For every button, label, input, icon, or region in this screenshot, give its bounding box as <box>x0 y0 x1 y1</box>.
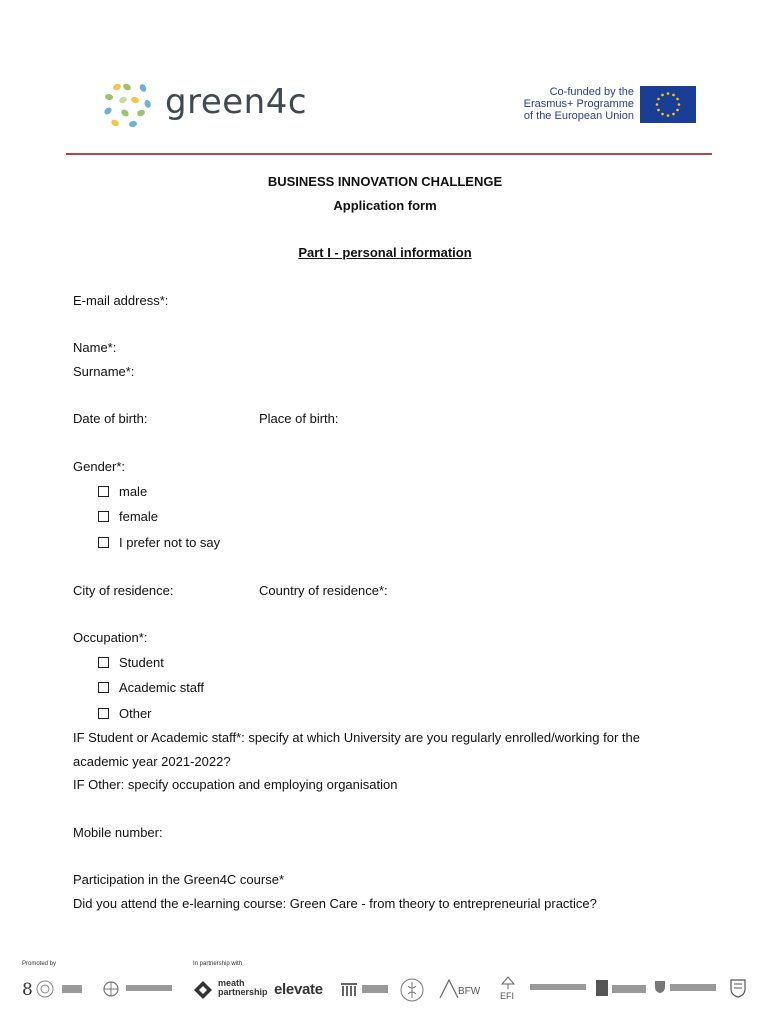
city-label: City of residence: <box>73 583 174 598</box>
caduceus-seal-icon <box>400 978 424 1007</box>
gender-option-male[interactable] <box>98 484 147 500</box>
eu-star <box>667 92 670 95</box>
eu-star <box>661 94 664 97</box>
eu-star <box>678 103 681 106</box>
option-label: Student <box>119 655 164 670</box>
section-title-wrap <box>0 245 770 261</box>
bfw-logo: BFW <box>458 986 481 997</box>
partner-text-logo <box>530 984 586 990</box>
eu-star <box>656 103 659 106</box>
occupation-label: Occupation*: <box>73 630 148 645</box>
eu-star <box>672 113 675 116</box>
university-crest-icon <box>730 978 746 1003</box>
checkbox[interactable] <box>98 537 109 548</box>
participation-label: Participation in the Green4C course* <box>73 872 285 887</box>
globe-icon <box>102 980 120 1003</box>
university-seal-icon <box>36 980 54 1003</box>
if-student-line-1: IF Student or Academic staff*: specify at which University are you regularly enrolled/working for the <box>73 730 640 745</box>
country-label: Country of residence*: <box>259 583 388 598</box>
if-other-label: IF Other: specify occupation and employing organisation <box>73 777 398 792</box>
section-title: Part I - personal information <box>298 245 472 260</box>
page-title: BUSINESS INNOVATION CHALLENGE <box>267 174 503 189</box>
option-label: I prefer not to say <box>119 535 221 550</box>
eu-star <box>657 109 660 112</box>
option-label: Academic staff <box>119 680 205 695</box>
checkbox[interactable] <box>98 511 109 522</box>
partner-text-logo <box>670 984 716 991</box>
eu-star <box>657 98 660 101</box>
green4c-logo <box>103 80 318 128</box>
if-student-line-2: academic year 2021-2022? <box>73 754 231 769</box>
efi-logo: EFI <box>500 991 515 1001</box>
checkbox[interactable] <box>98 682 109 693</box>
eu-star <box>661 113 664 116</box>
gender-option-female[interactable] <box>98 509 158 525</box>
gender-option-not-say[interactable] <box>98 535 220 551</box>
eu-flag-icon <box>640 86 696 123</box>
eu-line-1: Co-funded by the <box>549 86 634 98</box>
institution-building-icon <box>340 982 358 1003</box>
eu-star <box>672 94 675 97</box>
green4c-dots-icon <box>103 80 151 128</box>
pob-label: Place of birth: <box>259 411 339 426</box>
eu-line-2: Erasmus+ Programme <box>523 98 634 110</box>
elevate-logo: elevate <box>274 981 323 998</box>
header-divider <box>66 153 712 155</box>
meath-partnership-logo: meath partnership <box>218 978 268 997</box>
partner-square-logo <box>596 980 608 996</box>
checkbox[interactable] <box>98 708 109 719</box>
eu-star <box>676 109 679 112</box>
checkbox[interactable] <box>98 657 109 668</box>
university-logo: 8 <box>22 980 33 1000</box>
eu-star <box>667 114 670 117</box>
occupation-option-academic[interactable] <box>98 680 204 696</box>
bfw-logo-icon <box>438 978 460 1005</box>
partner-text-logo <box>612 985 646 993</box>
promoted-by-label: Promoted by <box>22 961 57 967</box>
shield-crest-icon <box>654 980 666 999</box>
name-label: Name*: <box>73 340 117 355</box>
logo-wordmark: green4c <box>165 82 308 122</box>
eu-line-3: of the European Union <box>523 110 634 122</box>
gender-label: Gender*: <box>73 459 126 474</box>
option-label: female <box>119 509 159 524</box>
dob-label: Date of birth: <box>73 411 148 426</box>
checkbox[interactable] <box>98 486 109 497</box>
occupation-option-other[interactable] <box>98 706 152 722</box>
partner-text-logo <box>62 985 82 993</box>
occupation-option-student[interactable] <box>98 655 164 671</box>
page-subtitle: Application form <box>333 198 437 213</box>
option-label: Other <box>119 706 152 721</box>
eu-cofunded-text <box>519 86 634 122</box>
mobile-label: Mobile number: <box>73 825 163 840</box>
partner-logos-strip <box>22 980 770 1004</box>
attended-question: Did you attend the e-learning course: Green Care - from theory to entrepreneurial practice? <box>73 896 597 911</box>
email-label: E-mail address*: <box>73 293 169 308</box>
surname-label: Surname*: <box>73 364 135 379</box>
partner-text-logo <box>362 985 388 993</box>
option-label: male <box>119 484 148 499</box>
partner-text-logo <box>126 985 172 991</box>
in-partnership-label: In partnership with <box>193 961 243 967</box>
meath-partnership-logo-icon <box>193 980 213 1005</box>
eu-star <box>676 98 679 101</box>
